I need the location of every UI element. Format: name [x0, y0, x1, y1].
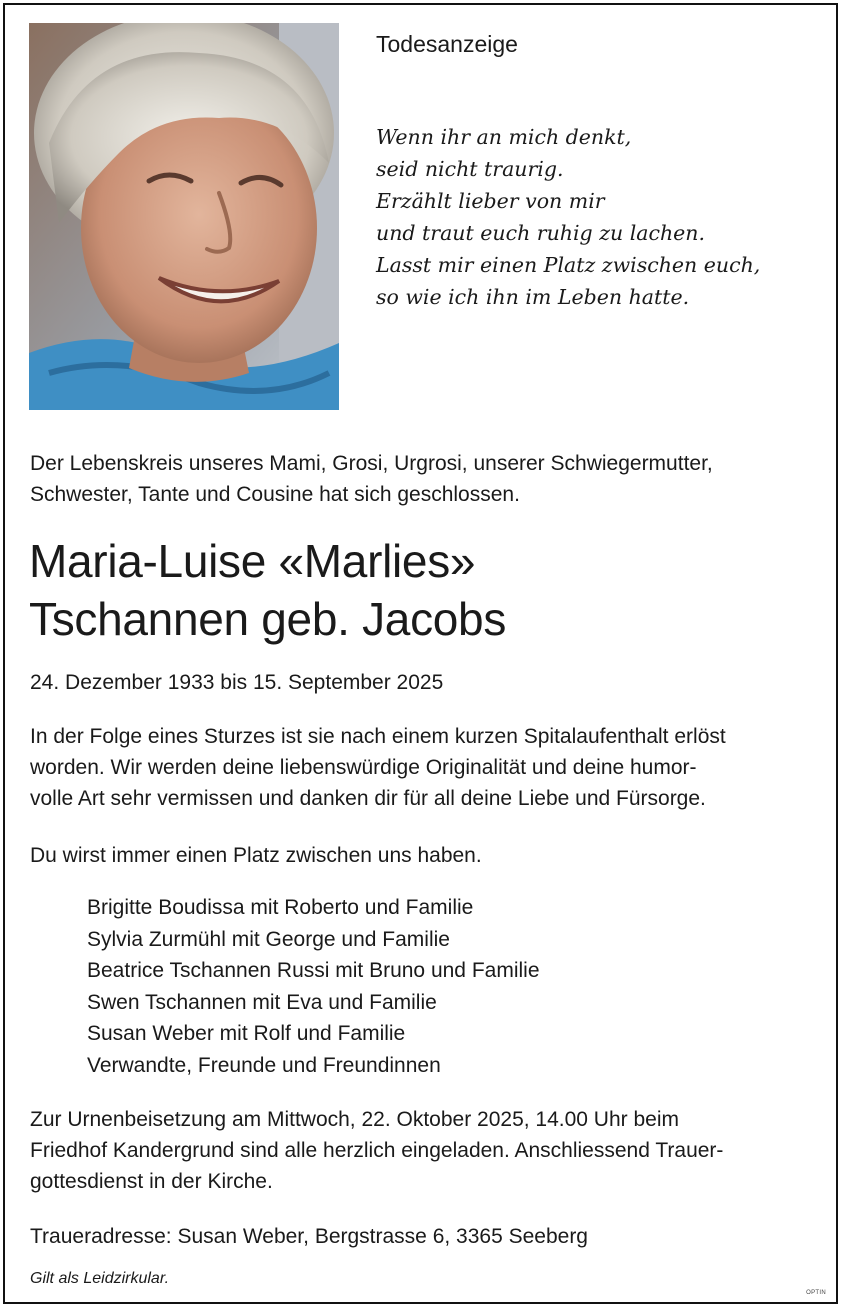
mourner-item: Verwandte, Freunde und Freundinnen	[87, 1053, 441, 1077]
message-line: volle Art sehr vermissen und danken dir für all deine Liebe und Fürsorge.	[30, 787, 706, 810]
ceremony-line: Zur Urnenbeisetzung am Mittwoch, 22. Oktober 2025, 14.00 Uhr beim	[30, 1108, 679, 1131]
mourners-list	[87, 892, 540, 1081]
closing-line: Du wirst immer einen Platz zwischen uns haben.	[30, 844, 482, 867]
ceremony-paragraph	[30, 1104, 723, 1197]
name-line-2: Tschannen geb. Jacobs	[29, 593, 507, 645]
message-line: worden. Wir werden deine liebenswürdige Originalität und deine humor-	[30, 756, 697, 779]
header-label: Todesanzeige	[376, 31, 518, 57]
imprint-label: OPTIN	[806, 1290, 826, 1296]
ceremony-line: Friedhof Kandergrund sind alle herzlich eingeladen. Anschliessend Trauer-	[30, 1139, 724, 1162]
intro-text	[30, 448, 820, 510]
poem-line: Wenn ihr an mich denkt,	[376, 125, 632, 149]
poem-line: und traut euch ruhig zu lachen.	[376, 221, 706, 245]
poem-line: so wie ich ihn im Leben hatte.	[376, 285, 690, 309]
mourner-item: Swen Tschannen mit Eva und Familie	[87, 990, 437, 1014]
name-line-1: Maria-Luise «Marlies»	[29, 535, 476, 587]
mourner-item: Beatrice Tschannen Russi mit Bruno und Familie	[87, 959, 540, 982]
message-paragraph	[30, 721, 726, 814]
intro-line: Der Lebenskreis unseres Mami, Grosi, Urgrosi, unserer Schwiegermutter,	[30, 452, 713, 475]
life-dates: 24. Dezember 1933 bis 15. September 2025	[30, 671, 444, 694]
poem-line: seid nicht traurig.	[376, 157, 564, 181]
mourner-item: Susan Weber mit Rolf und Familie	[87, 1022, 406, 1045]
message-line: In der Folge eines Sturzes ist sie nach einem kurzen Spitalaufenthalt erlöst	[30, 725, 726, 748]
intro-line: Schwester, Tante und Cousine hat sich geschlossen.	[30, 483, 520, 506]
deceased-name	[29, 532, 506, 648]
mourner-item: Sylvia Zurmühl mit George und Familie	[87, 927, 450, 951]
poem-line: Erzählt lieber von mir	[376, 189, 605, 213]
ceremony-line: gottesdienst in der Kirche.	[30, 1170, 273, 1193]
poem	[376, 121, 760, 313]
footnote: Gilt als Leidzirkular.	[30, 1270, 170, 1287]
mourning-address: Traueradresse: Susan Weber, Bergstrasse 6, 3365 Seeberg	[30, 1225, 588, 1248]
portrait-photo	[29, 23, 339, 410]
obituary-frame	[3, 3, 838, 1304]
poem-line: Lasst mir einen Platz zwischen euch,	[376, 253, 761, 277]
mourner-item: Brigitte Boudissa mit Roberto und Familie	[87, 896, 474, 919]
